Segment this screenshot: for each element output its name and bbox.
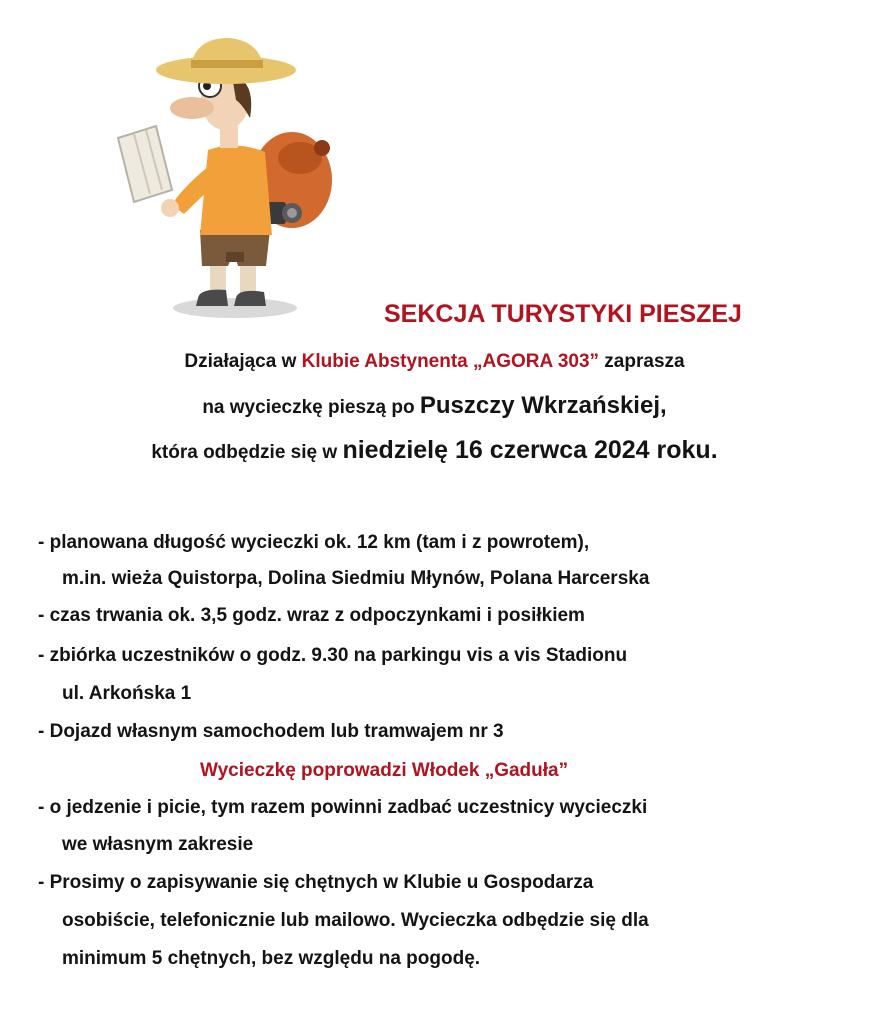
detail-line: minimum 5 chętnych, bez względu na pogodę.: [62, 948, 481, 969]
intro-text: na wycieczkę pieszą po: [202, 397, 420, 418]
detail-line: - zbiórka uczestników o godz. 9.30 na parkingu vis a vis Stadionu: [38, 645, 628, 666]
destination: Puszczy Wkrzańskiej,: [419, 392, 667, 419]
intro-line-3: [0, 436, 869, 465]
intro-text: która odbędzie się w: [151, 442, 343, 463]
detail-line: - planowana długość wycieczki ok. 12 km (tam i z powrotem),: [38, 532, 590, 553]
detail-line: - Dojazd własnym samochodem lub tramwajem nr 3: [38, 721, 504, 742]
detail-line: - czas trwania ok. 3,5 godz. wraz z odpoczynkami i posiłkiem: [38, 605, 585, 626]
club-name: Klubie Abstynenta „AGORA 303”: [301, 351, 600, 372]
intro-line-2: [0, 392, 869, 420]
intro-line-1: [0, 351, 869, 373]
detail-line: - Prosimy o zapisywanie się chętnych w Klubie u Gospodarza: [38, 872, 594, 893]
detail-line: ul. Arkońska 1: [62, 683, 192, 704]
detail-line: - o jedzenie i picie, tym razem powinni zadbać uczestnicy wycieczki: [38, 797, 648, 818]
intro-text: Działająca w: [184, 351, 302, 372]
guide-line: Wycieczkę poprowadzi Włodek „Gaduła”: [200, 760, 569, 781]
event-date: niedzielę 16 czerwca 2024 roku.: [342, 436, 718, 464]
detail-line: we własnym zakresie: [62, 834, 254, 855]
intro-text: zaprasza: [599, 351, 685, 372]
detail-line: m.in. wieża Quistorpa, Dolina Siedmiu Młynów, Polana Harcerska: [62, 568, 650, 589]
detail-line: osobiście, telefonicznie lub mailowo. Wycieczka odbędzie się dla: [62, 910, 649, 931]
hiker-cartoon-icon: [60, 30, 380, 330]
page-title: SEKCJA TURYSTYKI PIESZEJ: [384, 300, 742, 328]
